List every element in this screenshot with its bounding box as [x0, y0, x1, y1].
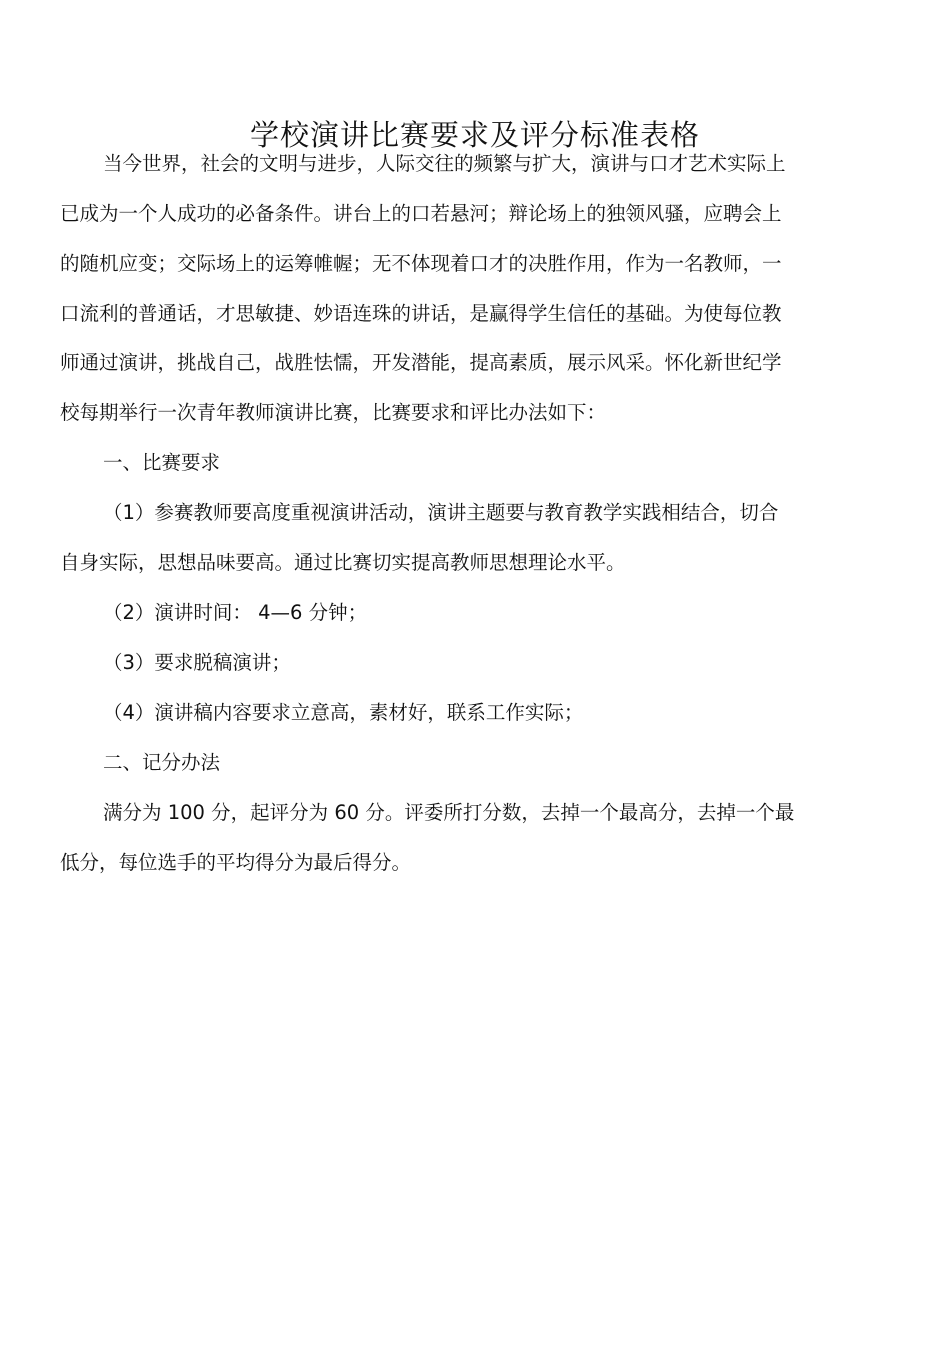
- paragraph-line: 满分为 100 分，起评分为 60 分。评委所打分数，去掉一个最高分，去掉一个最: [103, 801, 795, 824]
- paragraph-line: 的随机应变；交际场上的运筹帷幄；无不体现着口才的决胜作用，作为一名教师，一: [60, 252, 782, 275]
- list-item: （4）演讲稿内容要求立意高，素材好，联系工作实际；: [103, 701, 584, 724]
- paragraph-line: 口流利的普通话，才思敏捷、妙语连珠的讲话，是赢得学生信任的基础。为使每位教: [60, 302, 782, 325]
- list-item: （3）要求脱稿演讲；: [103, 651, 291, 674]
- list-item: （1）参赛教师要高度重视演讲活动，演讲主题要与教育教学实践相结合，切合: [103, 501, 779, 524]
- list-item-continuation: 自身实际，思想品味要高。通过比赛切实提高教师思想理论水平。: [60, 551, 626, 574]
- paragraph-line: 已成为一个人成功的必备条件。讲台上的口若悬河；辩论场上的独领风骚，应聘会上: [60, 202, 782, 225]
- section-heading: 二、记分办法: [103, 751, 221, 774]
- document-title: 学校演讲比赛要求及评分标准表格: [249, 118, 700, 153]
- section-heading: 一、比赛要求: [103, 451, 221, 474]
- paragraph-line: 当今世界，社会的文明与进步，人际交往的频繁与扩大，演讲与口才艺术实际上: [103, 152, 786, 175]
- paragraph-line: 低分，每位选手的平均得分为最后得分。: [60, 851, 412, 874]
- paragraph-line: 校每期举行一次青年教师演讲比赛，比赛要求和评比办法如下：: [60, 401, 607, 424]
- list-item: （2）演讲时间： 4—6 分钟；: [103, 601, 368, 624]
- paragraph-line: 师通过演讲，挑战自己，战胜怯懦，开发潜能，提高素质，展示风采。怀化新世纪学: [60, 351, 782, 374]
